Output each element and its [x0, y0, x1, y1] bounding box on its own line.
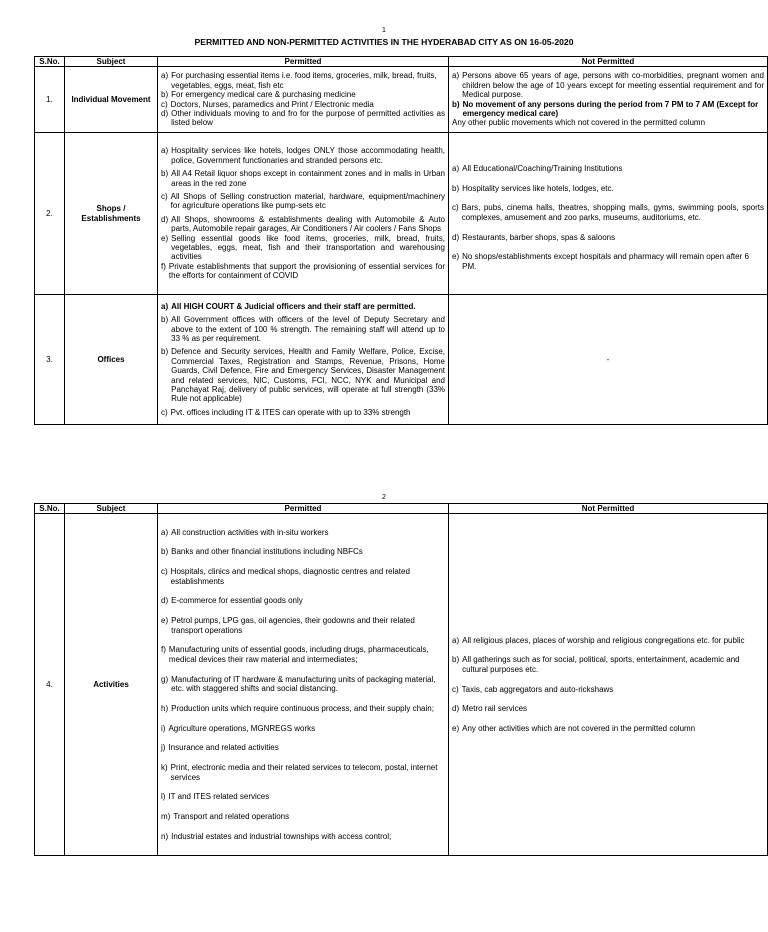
not-permitted-cell	[449, 514, 768, 856]
list-item: d) Restaurants, barber shops, spas & saloons	[452, 232, 616, 242]
table-row	[35, 67, 768, 133]
page-number: 1	[382, 27, 386, 34]
list-item: b) All gatherings such as for social, political, sports, entertainment, academic and cultural purposes etc.	[452, 655, 740, 674]
list-item: b) No movement of any persons during the period from 7 PM to 7 AM (Except for emergency medical care)	[452, 99, 759, 118]
list-item: c) Pvt. offices including IT & ITES can operate with up to 33% strength	[161, 407, 411, 417]
row-sno: 3.	[35, 295, 65, 425]
list-item: l) IT and ITES related services	[161, 792, 270, 802]
row-subject: Individual Movement	[65, 67, 158, 133]
list-item: a) All construction activities with in-situ workers	[161, 527, 329, 537]
table-header-row	[35, 57, 768, 67]
activities-table-page-2	[34, 503, 768, 856]
list-item: b) Banks and other financial institutions including NBFCs	[161, 547, 363, 557]
list-item: c) All Shops of Selling construction material, hardware, equipment/machinery for agriculture operations like pump-sets etc	[161, 191, 445, 211]
header-sno: S.No.	[35, 57, 65, 67]
permitted-cell	[158, 133, 449, 295]
list-item: c) Hospitals, clinics and medical shops, diagnostic centres and related establishments	[161, 567, 410, 586]
header-not-permitted: Not Permitted	[449, 57, 768, 67]
list-item: f) Private establishments that support the provisioning of essential services for the efforts for containment of COVID	[161, 261, 445, 281]
list-item: h) Production units which require continuous process, and their supply chain;	[161, 703, 434, 713]
table-row	[35, 133, 768, 295]
list-item: b) For emergency medical care & purchasing medicine	[161, 90, 356, 100]
not-permitted-cell	[449, 67, 768, 133]
header-permitted: Permitted	[158, 504, 449, 514]
list-item: c) Doctors, Nurses, paramedics and Print / Electronic media	[161, 99, 374, 109]
table-row	[35, 295, 768, 425]
page-number: 2	[382, 494, 386, 501]
row-subject: Shops / Establishments	[65, 133, 158, 295]
not-permitted-cell	[449, 133, 768, 295]
list-item: a) Persons above 65 years of age, persons with co-morbidities, pregnant women and children below the age of 10 years except for meeting essential requirement and for Medical purpose.	[452, 71, 764, 100]
list-item: i) Agriculture operations, MGNREGS works	[161, 723, 316, 733]
activities-table-page-1	[34, 56, 768, 425]
not-permitted-cell: -	[449, 295, 768, 425]
list-item: a) Hospitality services like hotels, lodges ONLY those accommodating health, police, Government functionaries and stranded persons etc.	[161, 146, 445, 165]
list-item: e) Petrol pumps, LPG gas, oil agencies, their godowns and their related transport operations	[161, 616, 415, 635]
table-header-row	[35, 504, 768, 514]
permitted-cell	[158, 67, 449, 133]
list-item: d) Other individuals moving to and fro for the purpose of permitted activities as listed below	[161, 108, 445, 128]
permitted-cell	[158, 514, 449, 856]
row-sno: 1.	[35, 67, 65, 133]
list-item: k) Print, electronic media and their related services to telecom, postal, internet services	[161, 763, 438, 782]
list-item: d) Metro rail services	[452, 704, 528, 714]
header-sno: S.No.	[35, 504, 65, 514]
list-item: e) Any other activities which are not covered in the permitted column	[452, 724, 696, 734]
header-permitted: Permitted	[158, 57, 449, 67]
list-item: e) No shops/establishments except hospitals and pharmacy will remain open after 6 PM.	[452, 252, 749, 271]
list-item: g) Manufacturing of IT hardware & manufacturing units of packaging material, etc. with staggered shifts and social distancing.	[161, 674, 436, 693]
row-subject: Offices	[65, 295, 158, 425]
row-sno: 2.	[35, 133, 65, 295]
list-item: m) Transport and related operations	[161, 812, 290, 822]
list-item: e) Selling essential goods like food items, groceries, milk, bread, fruits, vegetables, eggs, meat, fish and their transportation and warehousing activities	[161, 233, 445, 262]
list-item: n) Industrial estates and industrial townships with access control;	[161, 831, 392, 841]
list-item: b) All Government offices with officers of the level of Deputy Secretary and above to the extent of 100 % strength. The remaining staff will attend up to 33 % as per requirement.	[161, 315, 445, 343]
list-item: c) Taxis, cab aggregators and auto-rickshaws	[452, 684, 614, 694]
list-item: a) All HIGH COURT & Judicial officers and their staff are permitted.	[161, 301, 416, 311]
list-item: b) Hospitality services like hotels, lodges, etc.	[452, 183, 614, 193]
list-item: b) All A4 Retail liquor shops except in containment zones and in malls in Urban areas in the red zone	[161, 169, 445, 188]
row-sno: 4.	[35, 514, 65, 856]
list-item: d) All Shops, showrooms & establishments dealing with Automobile & Auto parts, Automobile repair garages, Air Conditioners / Air coolers / Fans Shops	[161, 214, 445, 234]
list-item: Any other public movements which not covered in the permitted column	[452, 118, 706, 128]
header-subject: Subject	[65, 504, 158, 514]
header-not-permitted: Not Permitted	[449, 504, 768, 514]
document-title: PERMITTED AND NON-PERMITTED ACTIVITIES IN THE HYDERABAD CITY AS ON 16-05-2020	[194, 37, 574, 47]
list-item: a) All religious places, places of worship and religious congregations etc. for public	[452, 635, 745, 645]
table-row	[35, 514, 768, 856]
list-item: c) Bars, pubs, cinema halls, theatres, shopping malls, gyms, swimming pools, sports complexes, amusement and zoo parks, museums, auditoriums, etc.	[452, 203, 764, 222]
permitted-cell	[158, 295, 449, 425]
row-subject: Activities	[65, 514, 158, 856]
list-item: d) E-commerce for essential goods only	[161, 596, 303, 606]
list-item: b) Defence and Security services, Health and Family Welfare, Police, Excise, Commercial Taxes, Registration and Stamps, Revenue, Prisons, Home Guards, Civil Defence, Fire and Emergency Services, Disaster Management and related services, NIC, Customs, FCI, NCC, NYK and Municipal and Panchayat Raj, delivery of public services, will operate at full strength (33% Rule not applicable)	[161, 347, 445, 404]
header-subject: Subject	[65, 57, 158, 67]
list-item: j) Insurance and related activities	[161, 743, 279, 753]
list-item: a) For purchasing essential items i.e. food items, groceries, milk, bread, fruits, vegetables, eggs, meat, fish etc	[161, 71, 437, 90]
list-item: f) Manufacturing units of essential goods, including drugs, pharmaceuticals, medical devices their raw material and intermediates;	[161, 645, 429, 664]
list-item: a) All Educational/Coaching/Training Institutions	[452, 163, 623, 173]
